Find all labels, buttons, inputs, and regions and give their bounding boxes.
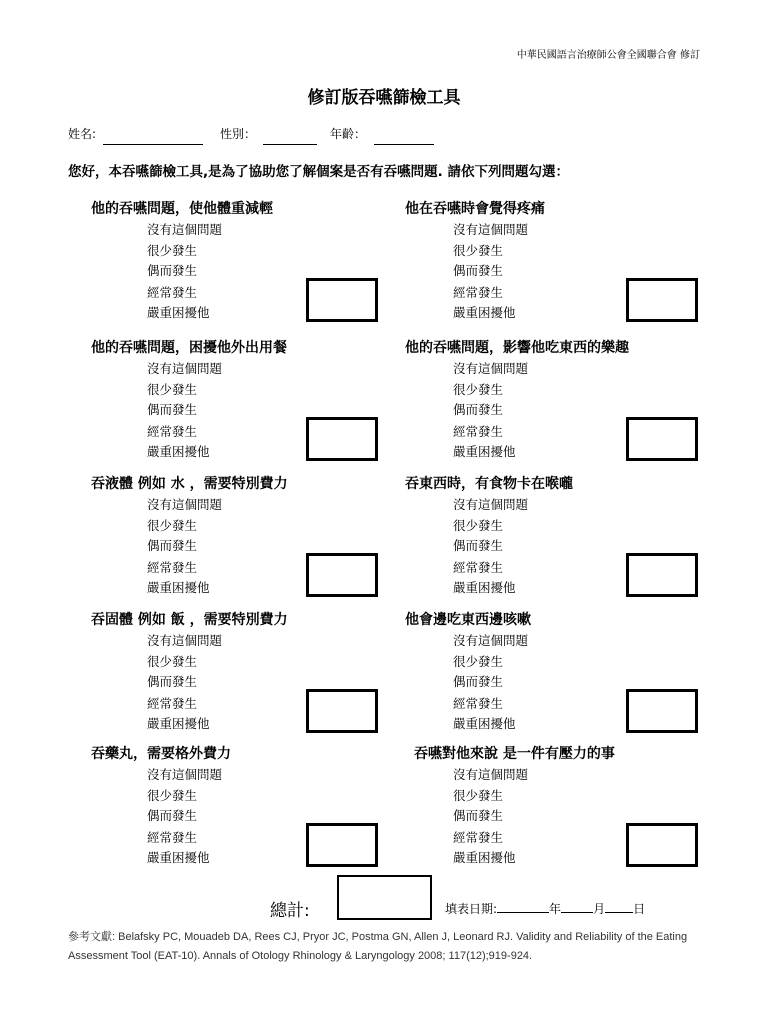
option-label: 很少發生 [453,788,504,803]
option-label: 經常發生 [147,424,198,439]
option-label: 嚴重困擾他 [453,305,516,320]
option-label: 沒有這個問題 [147,222,223,237]
option-label: 嚴重困擾他 [453,716,516,731]
question-title: 他在吞嚥時會覺得疼痛 [405,201,545,217]
option-label: 很少發生 [147,788,198,803]
option-label: 嚴重困擾他 [147,580,210,595]
option-label: 偶而發生 [147,674,198,689]
option-label: 嚴重困擾他 [453,444,516,459]
answer-box[interactable] [306,553,378,597]
date-row [445,900,645,917]
option-label: 沒有這個問題 [147,361,223,376]
option-label: 經常發生 [453,830,504,845]
answer-box[interactable] [626,553,698,597]
option-label: 經常發生 [147,830,198,845]
month-field[interactable] [561,900,593,913]
option-label: 很少發生 [453,243,504,258]
option-label: 嚴重困擾他 [453,850,516,865]
question-title: 吞固體 例如 飯 ，需要特別費力 [91,612,288,628]
option-label: 偶而發生 [147,808,198,823]
question-title: 他會邊吃東西邊咳嗽 [405,612,531,628]
option-label: 經常發生 [453,285,504,300]
answer-box[interactable] [626,689,698,733]
day-field[interactable] [605,900,633,913]
sex-field[interactable] [263,130,317,145]
question-title: 吞嚥對他來說 是一件有壓力的事 [414,746,615,762]
option-label: 很少發生 [453,518,504,533]
option-label: 偶而發生 [147,263,198,278]
option-label: 經常發生 [453,424,504,439]
option-label: 沒有這個問題 [147,633,223,648]
option-label: 沒有這個問題 [453,633,529,648]
option-label: 經常發生 [453,560,504,575]
answer-box[interactable] [306,278,378,322]
option-label: 嚴重困擾他 [147,716,210,731]
answer-box[interactable] [306,689,378,733]
year-field[interactable] [497,900,549,913]
option-label: 嚴重困擾他 [453,580,516,595]
total-label: 總計: [270,901,310,921]
option-label: 很少發生 [147,654,198,669]
answer-box[interactable] [626,417,698,461]
answer-box[interactable] [626,823,698,867]
option-label: 偶而發生 [147,402,198,417]
option-label: 偶而發生 [453,263,504,278]
age-field[interactable] [374,130,434,145]
option-label: 偶而發生 [453,538,504,553]
option-label: 很少發生 [453,382,504,397]
question-title: 他的吞嚥問題，困擾他外出用餐 [91,340,287,356]
option-label: 很少發生 [147,518,198,533]
option-label: 偶而發生 [453,808,504,823]
option-label: 經常發生 [147,696,198,711]
year-label: 年 [549,902,562,916]
option-label: 經常發生 [147,560,198,575]
answer-box[interactable] [306,823,378,867]
month-label: 月 [593,902,606,916]
option-label: 經常發生 [147,285,198,300]
name-field[interactable] [103,130,203,145]
total-score-box[interactable] [337,875,432,920]
question-title: 吞液體 例如 水 ，需要特別費力 [91,476,288,492]
option-label: 嚴重困擾他 [147,444,210,459]
answer-box[interactable] [626,278,698,322]
organization-note: 中華民國語言治療師公會全國聯合會 修訂 [516,50,700,61]
option-label: 沒有這個問題 [147,767,223,782]
option-label: 沒有這個問題 [453,497,529,512]
form-title: 修訂版吞嚥篩檢工具 [307,88,461,108]
instructions: 您好，本吞嚥篩檢工具,是為了協助您了解個案是否有吞嚥問題. 請依下列問題勾選： [68,164,569,180]
age-label: 年齡： [330,127,367,141]
option-label: 嚴重困擾他 [147,305,210,320]
option-label: 很少發生 [453,654,504,669]
option-label: 偶而發生 [147,538,198,553]
option-label: 很少發生 [147,243,198,258]
option-label: 經常發生 [453,696,504,711]
sex-label: 性別： [220,127,257,141]
option-label: 很少發生 [147,382,198,397]
question-title: 他的吞嚥問題，影響他吃東西的樂趣 [405,340,629,356]
question-title: 吞藥丸，需要格外費力 [91,746,231,762]
question-title: 他的吞嚥問題，使他體重減輕 [91,201,273,217]
option-label: 嚴重困擾他 [147,850,210,865]
question-title: 吞東西時，有食物卡在喉嚨 [405,476,573,492]
option-label: 沒有這個問題 [453,361,529,376]
option-label: 沒有這個問題 [453,767,529,782]
option-label: 沒有這個問題 [453,222,529,237]
day-label: 日 [633,902,646,916]
name-label: 姓名: [68,127,97,141]
option-label: 偶而發生 [453,402,504,417]
option-label: 偶而發生 [453,674,504,689]
answer-box[interactable] [306,417,378,461]
date-label: 填表日期: [445,902,498,916]
reference-note: 參考文獻: Belafsky PC, Mouadeb DA, Rees CJ, Pryor JC, Postma GN, Allen J, Leonard RJ. Validity and Reliability of the Eating Assessment Tool (EAT-10). Annals of Otology Rhinology & Laryngology 2008; 117(12);919-924. [68,931,688,962]
option-label: 沒有這個問題 [147,497,223,512]
